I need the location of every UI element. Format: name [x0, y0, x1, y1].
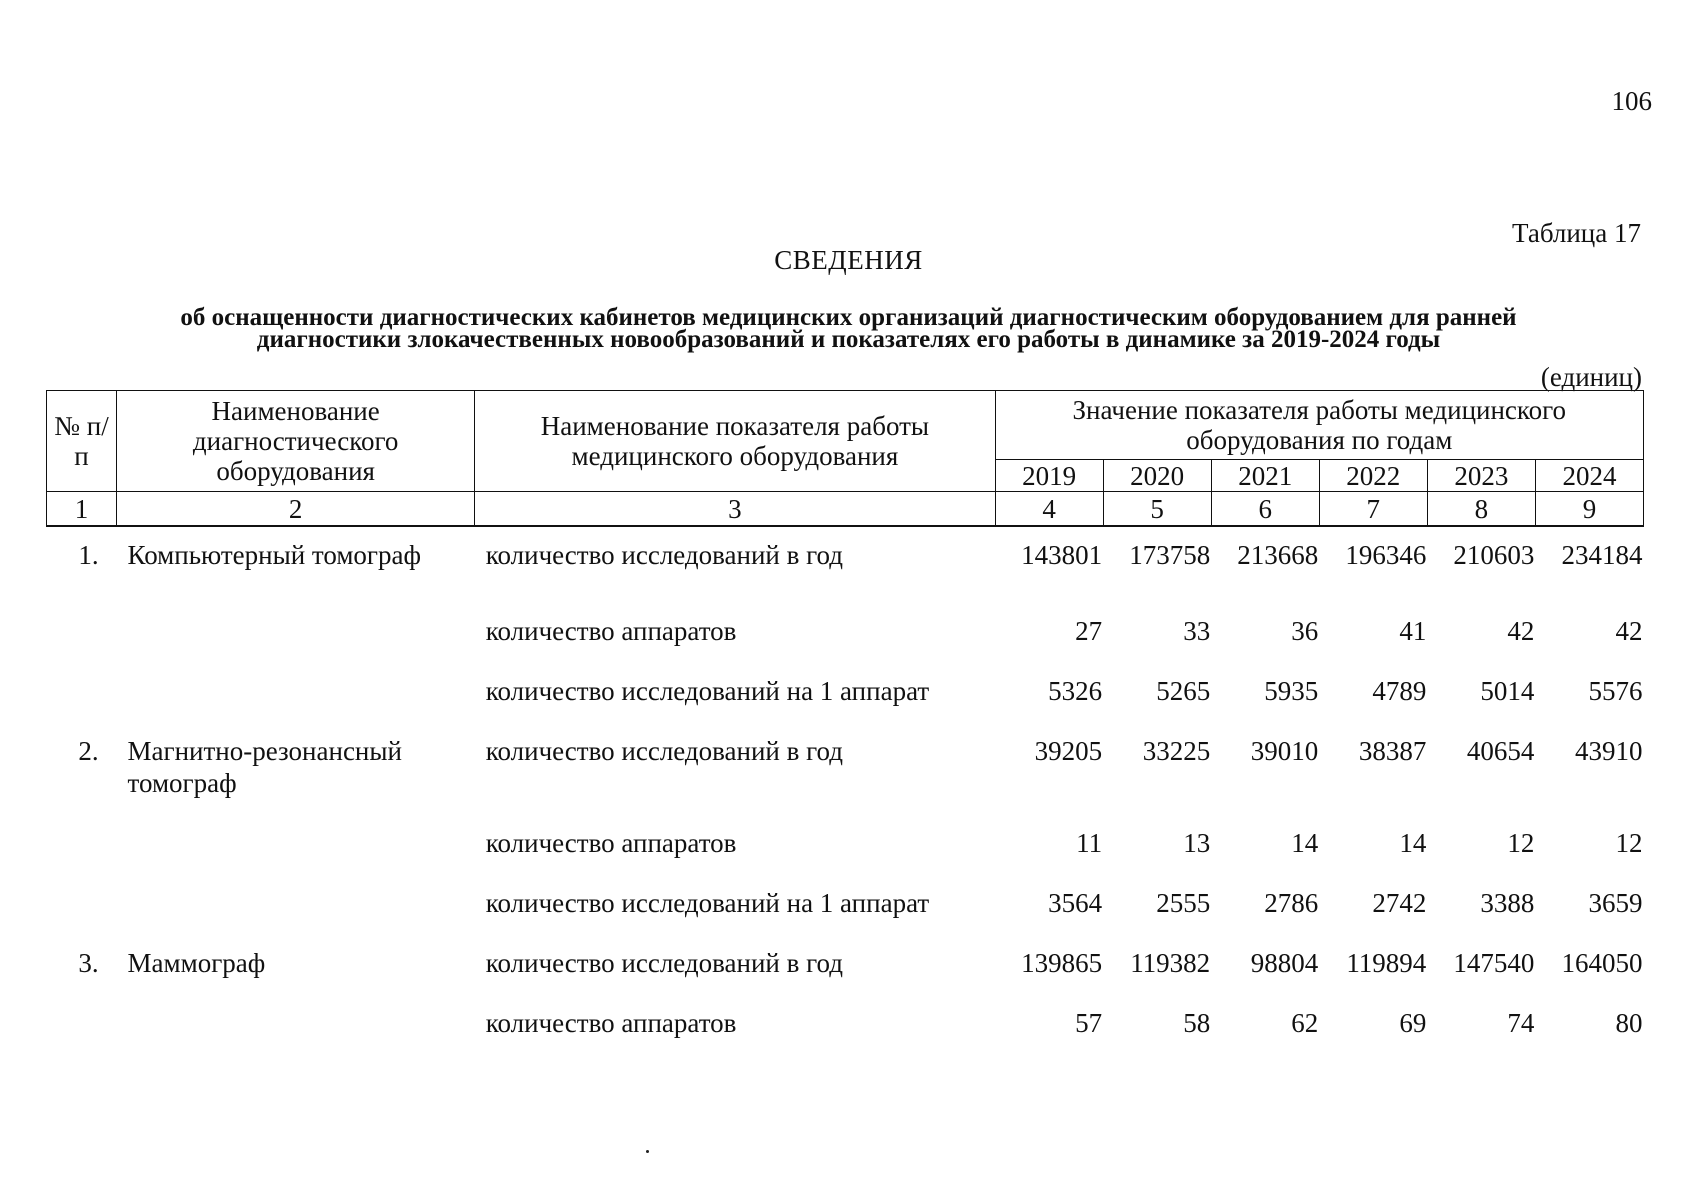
equipment-name: Компьютерный томограф: [127, 540, 421, 570]
row-number: 1.: [78, 540, 99, 570]
value-cell: 2786: [1264, 888, 1319, 918]
value-cell: 40654: [1466, 736, 1535, 766]
value-cell: 3659: [1588, 888, 1643, 918]
row-number: [47, 799, 117, 859]
value-cell: 213668: [1237, 540, 1319, 570]
value-cell: 5576: [1588, 676, 1643, 706]
row-number: 3.: [78, 948, 99, 978]
value-cell: 36: [1291, 616, 1319, 646]
row-number: 2.: [78, 736, 99, 766]
value-cell: 41: [1399, 616, 1427, 646]
scan-speck: [646, 1150, 649, 1153]
header-year: 2019: [995, 460, 1103, 492]
column-number: 3: [475, 492, 995, 527]
equipment-name: [117, 799, 475, 859]
value-cell: 13: [1183, 828, 1211, 858]
table-row: [47, 799, 1644, 859]
document-title: СВЕДЕНИЯ: [774, 245, 923, 275]
row-number: [47, 859, 117, 919]
header-year: 2023: [1427, 460, 1535, 492]
value-cell: 57: [1075, 1008, 1103, 1038]
table-body: [47, 526, 1644, 1039]
value-cell: 147540: [1453, 948, 1535, 978]
units-label: (единиц): [1540, 362, 1642, 392]
value-cell: 58: [1183, 1008, 1211, 1038]
value-cell: 210603: [1453, 540, 1535, 570]
value-cell: 42: [1615, 616, 1643, 646]
column-number: 1: [47, 492, 117, 527]
column-number: 2: [117, 492, 475, 527]
value-cell: 38387: [1358, 736, 1427, 766]
header-indicator: Наименование показателя работы медицинского оборудования: [475, 391, 995, 492]
equipment-name: [117, 571, 475, 647]
table-row: [47, 707, 1644, 799]
header-year: 2024: [1535, 460, 1643, 492]
value-cell: 119894: [1346, 948, 1427, 978]
table-row: [47, 526, 1644, 571]
value-cell: 27: [1075, 616, 1103, 646]
equipment-table: [46, 390, 1644, 1039]
table-row: [47, 919, 1644, 979]
column-number: 5: [1103, 492, 1211, 527]
value-cell: 173758: [1129, 540, 1211, 570]
header-year: 2021: [1211, 460, 1319, 492]
indicator-name: количество исследований в год: [485, 540, 843, 570]
row-number: [47, 647, 117, 707]
column-number: 7: [1319, 492, 1427, 527]
value-cell: 5935: [1264, 676, 1319, 706]
indicator-name: количество аппаратов: [485, 828, 737, 858]
value-cell: 12: [1507, 828, 1535, 858]
value-cell: 33: [1183, 616, 1211, 646]
table-row: [47, 859, 1644, 919]
equipment-name: [117, 979, 475, 1039]
indicator-name: количество исследований в год: [485, 736, 843, 766]
value-cell: 234184: [1561, 540, 1643, 570]
table-label: Таблица 17: [1512, 218, 1641, 248]
column-number: 9: [1535, 492, 1643, 527]
document-subtitle: [0, 304, 1697, 353]
column-number: 6: [1211, 492, 1319, 527]
value-cell: 3564: [1048, 888, 1103, 918]
value-cell: 3388: [1480, 888, 1535, 918]
value-cell: 39010: [1250, 736, 1319, 766]
value-cell: 74: [1507, 1008, 1535, 1038]
table-row: [47, 571, 1644, 647]
table-header: [47, 391, 1644, 527]
equipment-name: [117, 647, 475, 707]
value-cell: 98804: [1250, 948, 1319, 978]
value-cell: 164050: [1561, 948, 1643, 978]
value-cell: 143801: [1021, 540, 1103, 570]
value-cell: 5326: [1048, 676, 1103, 706]
value-cell: 62: [1291, 1008, 1319, 1038]
row-number: [47, 571, 117, 647]
header-year: 2020: [1103, 460, 1211, 492]
indicator-name: количество аппаратов: [485, 1008, 737, 1038]
subtitle-line-2: диагностики злокачественных новообразований и показателях его работы в динамике за 2019-2024 годы: [256, 326, 1441, 353]
header-num: № п/п: [47, 391, 117, 492]
row-number: [47, 979, 117, 1039]
column-number: 8: [1427, 492, 1535, 527]
indicator-name: количество исследований на 1 аппарат: [485, 888, 930, 918]
value-cell: 2742: [1372, 888, 1427, 918]
value-cell: 4789: [1372, 676, 1427, 706]
equipment-name: Маммограф: [127, 948, 266, 978]
header-values-group: Значение показателя работы медицинского оборудования по годам: [995, 391, 1643, 460]
indicator-name: количество исследований на 1 аппарат: [485, 676, 930, 706]
value-cell: 5265: [1156, 676, 1211, 706]
table-row: [47, 647, 1644, 707]
value-cell: 119382: [1130, 948, 1211, 978]
table-row: [47, 979, 1644, 1039]
page-number: 106: [1611, 86, 1652, 116]
value-cell: 11: [1076, 828, 1103, 858]
value-cell: 33225: [1142, 736, 1211, 766]
value-cell: 42: [1507, 616, 1535, 646]
value-cell: 139865: [1021, 948, 1103, 978]
subtitle-line-1: об оснащенности диагностических кабинетов медицинских организаций диагностическим оборудованием для ранней: [180, 304, 1517, 331]
header-year: 2022: [1319, 460, 1427, 492]
equipment-name: [117, 859, 475, 919]
column-number: 4: [995, 492, 1103, 527]
value-cell: 14: [1399, 828, 1427, 858]
value-cell: 43910: [1575, 736, 1643, 766]
equipment-name: Магнитно-резонансный томограф: [127, 736, 402, 798]
value-cell: 80: [1615, 1008, 1643, 1038]
header-equipment: Наименование диагностического оборудования: [117, 391, 475, 492]
value-cell: 12: [1615, 828, 1643, 858]
indicator-name: количество аппаратов: [485, 616, 737, 646]
indicator-name: количество исследований в год: [485, 948, 843, 978]
value-cell: 2555: [1156, 888, 1211, 918]
value-cell: 14: [1291, 828, 1319, 858]
value-cell: 5014: [1480, 676, 1535, 706]
value-cell: 196346: [1345, 540, 1427, 570]
value-cell: 39205: [1034, 736, 1103, 766]
value-cell: 69: [1399, 1008, 1427, 1038]
